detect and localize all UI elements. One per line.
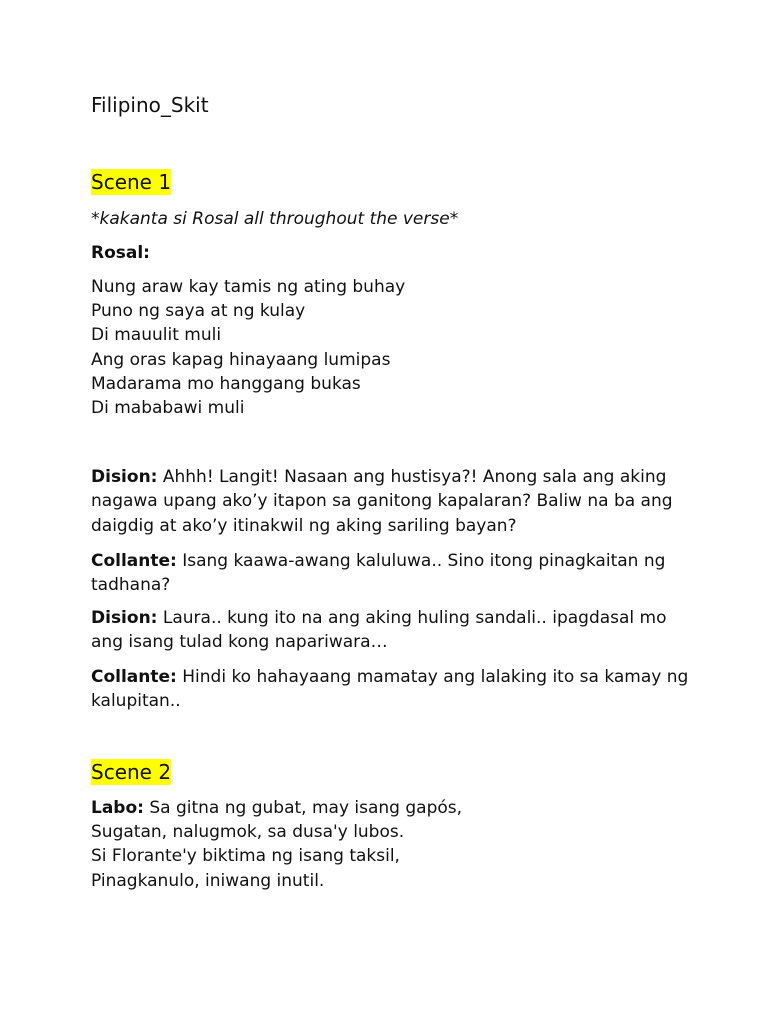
verse-line: Sugatan, nalugmok, sa dusa'y lubos. xyxy=(91,822,405,843)
verse-line: Di mauulit muli xyxy=(91,325,222,346)
narration-verse xyxy=(91,796,462,893)
dialogue-paragraph xyxy=(91,606,691,655)
verse-line: Pinagkanulo, iniwang inutil. xyxy=(91,870,325,891)
speaker-name: Collante: xyxy=(91,667,177,687)
scene-2-heading: Scene 2 xyxy=(91,760,172,784)
dialogue-text: Hindi ko hahayaang mamatay ang lalaking ito sa kamay ng kalupitan.. xyxy=(91,667,689,712)
verse-line: Madarama mo hanggang bukas xyxy=(91,373,361,394)
verse-line: Nung araw kay tamis ng ating buhay xyxy=(91,277,406,297)
verse-line xyxy=(91,796,462,820)
verse-line: Di mababawi muli xyxy=(91,398,245,419)
song-verse xyxy=(91,275,405,420)
stage-direction: *kakanta si Rosal all throughout the verse* xyxy=(91,209,459,229)
dialogue-paragraph xyxy=(91,465,691,538)
verse-text: Sa gitna ng gubat, may isang gapós, xyxy=(143,798,463,818)
verse-line: Ang oras kapag hinayaang lumipas xyxy=(91,349,391,370)
singer-label: Rosal: xyxy=(91,243,150,263)
speaker-name: Dision: xyxy=(91,467,158,487)
scene-1-heading: Scene 1 xyxy=(91,170,172,194)
dialogue-paragraph xyxy=(91,665,691,714)
document-title: Filipino_Skit xyxy=(91,93,209,117)
dialogue-text: Isang kaawa-awang kaluluwa.. Sino itong pinagkaitan ng tadhana? xyxy=(91,551,666,596)
verse-line: Puno ng saya at ng kulay xyxy=(91,301,306,322)
dialogue-text: Laura.. kung ito na ang aking huling sandali.. ipagdasal mo ang isang tulad kong napariwara… xyxy=(91,608,667,653)
speaker-name: Labo: xyxy=(91,798,144,818)
speaker-name: Dision: xyxy=(91,608,158,628)
dialogue-paragraph xyxy=(91,549,691,598)
speaker-name: Collante: xyxy=(91,551,177,571)
verse-line: Si Florante'y biktima ng isang taksil, xyxy=(91,846,400,867)
dialogue-text: Ahhh! Langit! Nasaan ang hustisya?! Anong sala ang aking nagawa upang ako’y itapon sa ganitong kapalaran? Baliw na ba ang daigdig at ako’y itinakwil ng aking sariling bayan? xyxy=(91,467,673,536)
